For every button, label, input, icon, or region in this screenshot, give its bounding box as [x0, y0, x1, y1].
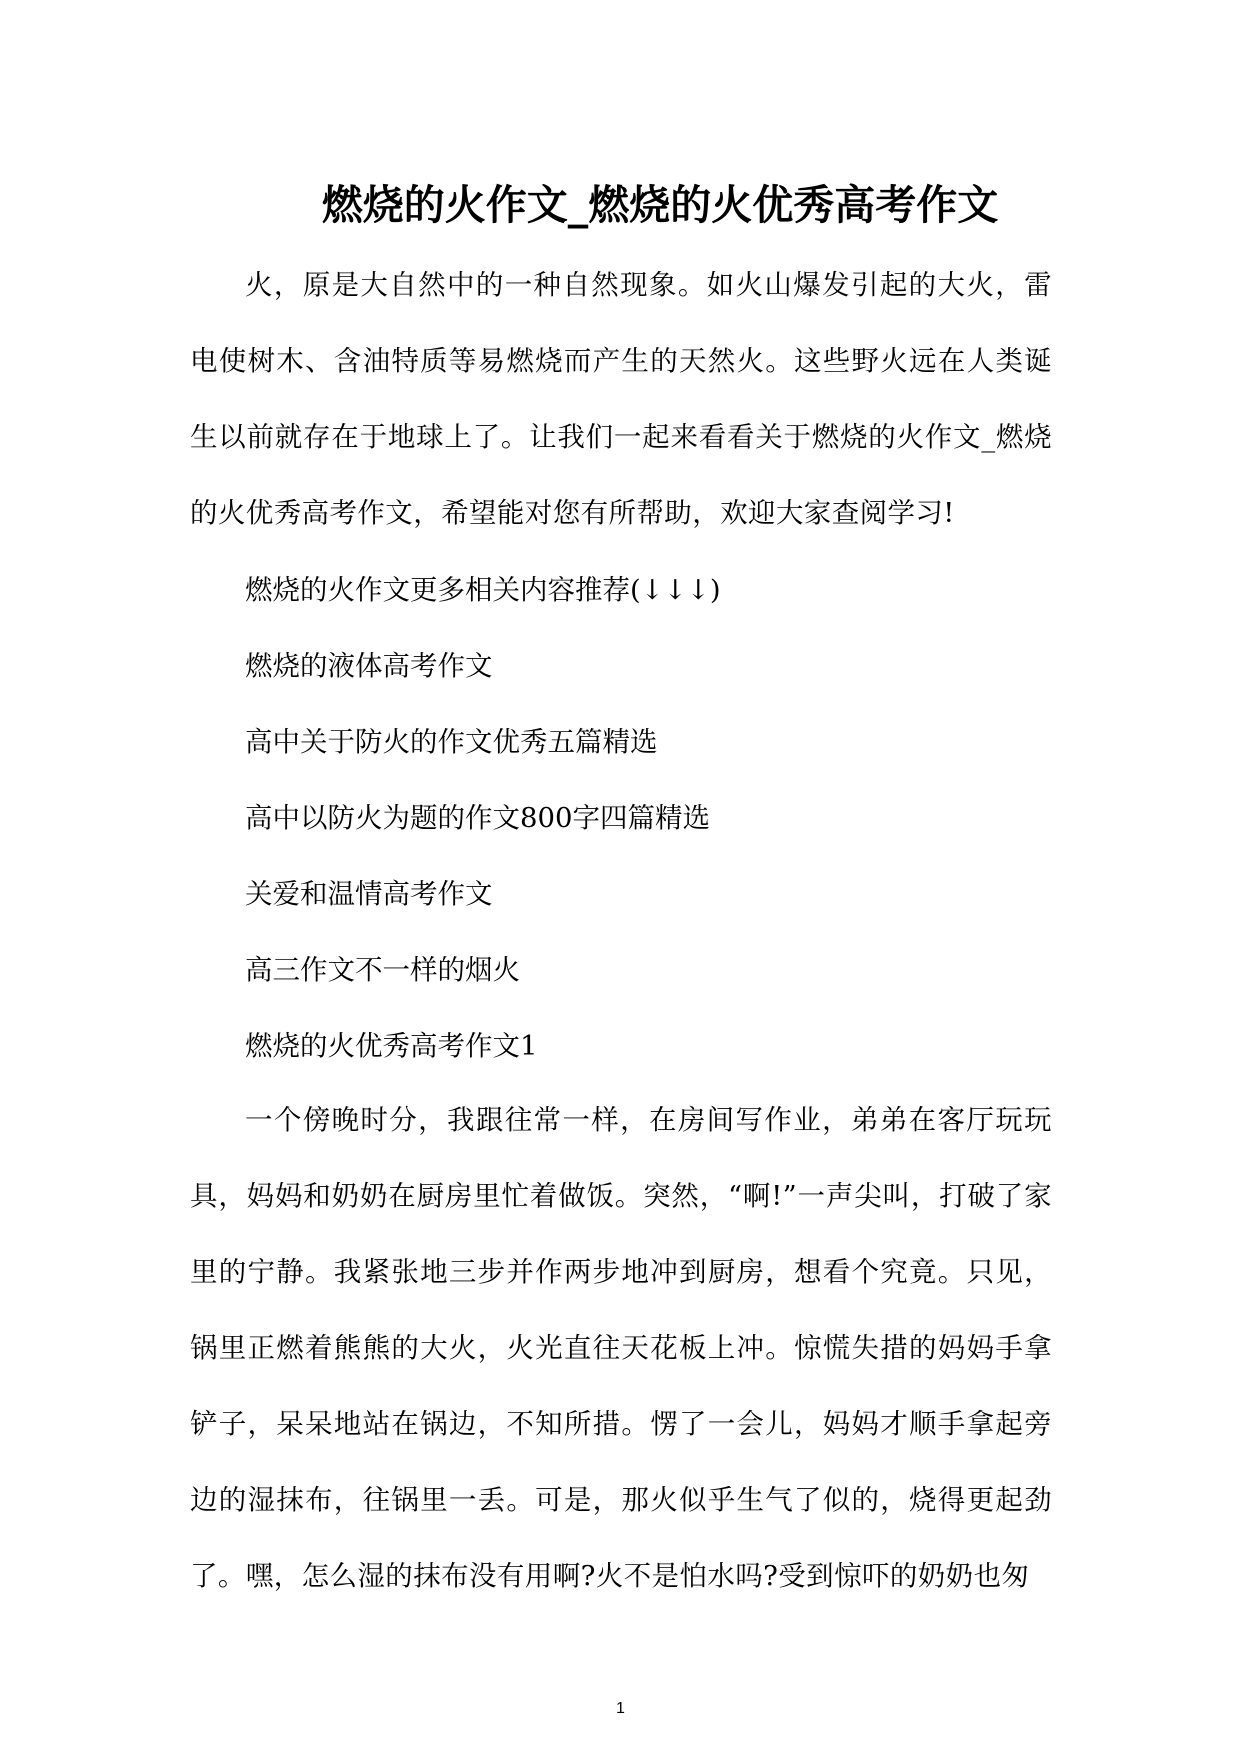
related-link[interactable]: 高中关于防火的作文优秀五篇精选: [245, 726, 658, 758]
story-paragraph: 一个傍晚时分，我跟往常一样，在房间写作业，弟弟在客厅玩玩具，妈妈和奶奶在厨房里忙着做饭。突然，“啊!”一声尖叫，打破了家里的宁静。我紧张地三步并作两步地冲到厨房，想看个究竟。只见，锅里正燃着熊熊的大火，火光直往天花板上冲。惊慌失措的妈妈手拿铲子，呆呆地站在锅边，不知所措。愣了一会儿，妈妈才顺手拿起旁边的湿抹布，往锅里一丢。可是，那火似乎生气了似的，烧得更起劲了。嘿，怎么湿的抹布没有用啊?火不是怕水吗?受到惊吓的奶奶也匆: [190, 1104, 1052, 1592]
related-heading: 燃烧的火作文更多相关内容推荐(↓↓↓): [245, 574, 721, 606]
intro-paragraph-block: [190, 247, 1052, 551]
intro-paragraph: 火，原是大自然中的一种自然现象。如火山爆发引起的大火，雷电使树木、含油特质等易燃烧而产生的天然火。这些野火远在人类诞生以前就存在于地球上了。让我们一起来看看关于燃烧的火作文_燃烧的火优秀高考作文，希望能对您有所帮助，欢迎大家查阅学习!: [190, 269, 1052, 529]
related-link[interactable]: 关爱和温情高考作文: [245, 878, 493, 910]
story-paragraph-block: [190, 1082, 1052, 1614]
related-link[interactable]: 高三作文不一样的烟火: [245, 954, 520, 986]
related-link[interactable]: 高中以防火为题的作文800字四篇精选: [245, 802, 710, 834]
page-number: 1: [616, 1700, 625, 1717]
page-title: 燃烧的火作文_燃烧的火优秀高考作文: [321, 181, 999, 230]
section-title: 燃烧的火优秀高考作文1: [245, 1030, 538, 1062]
related-content-list: [190, 552, 1052, 1084]
related-link[interactable]: 燃烧的液体高考作文: [245, 650, 493, 682]
